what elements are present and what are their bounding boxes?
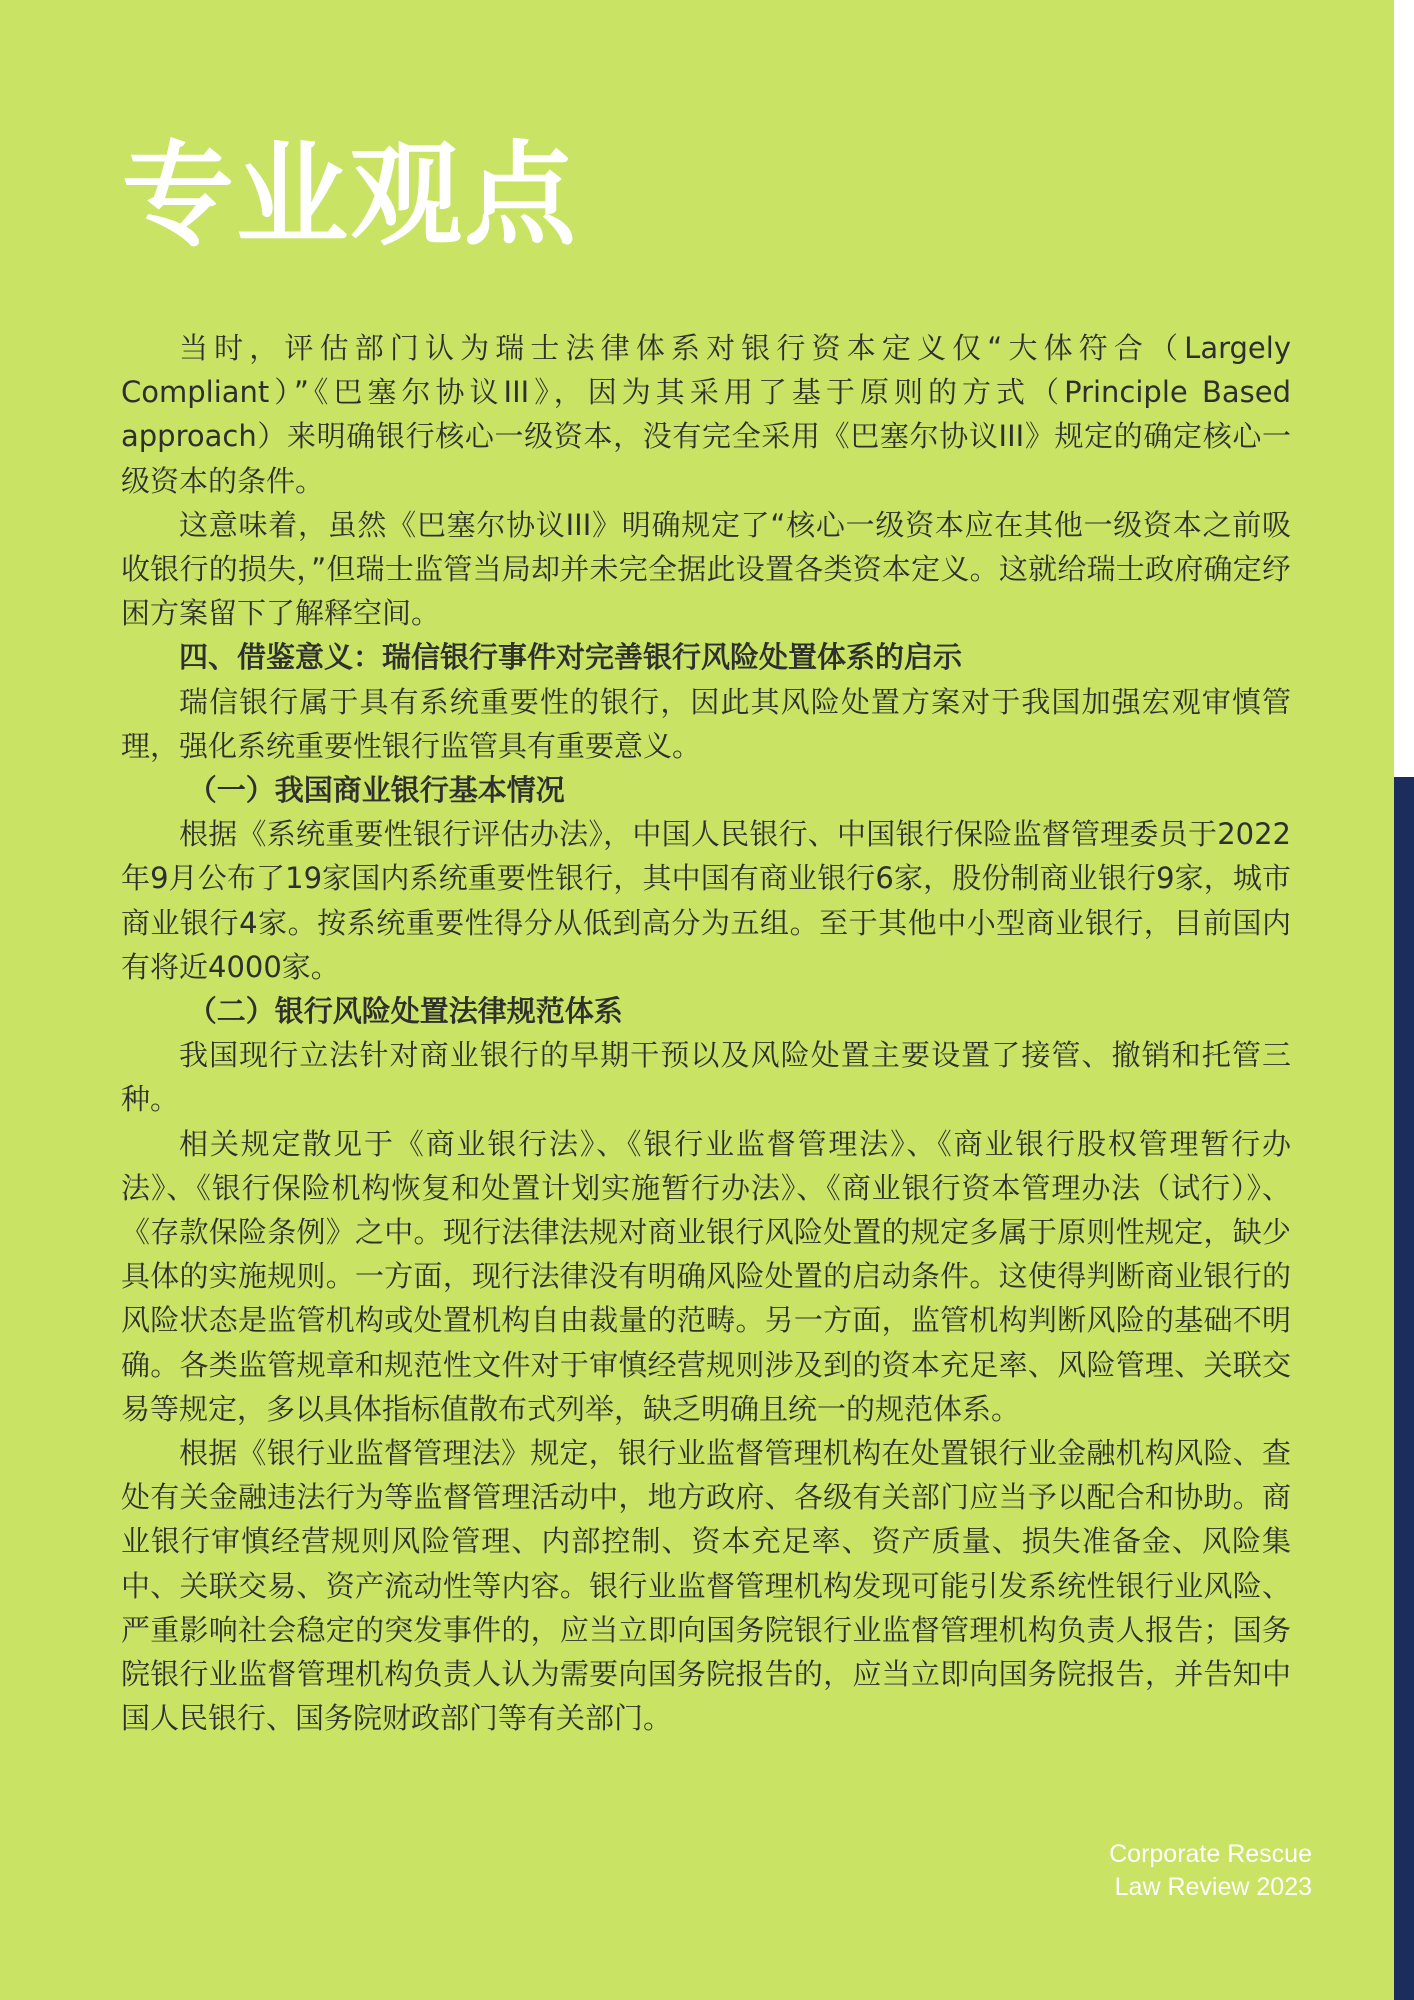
- subsection-heading: （一）我国商业银行基本情况: [187, 773, 565, 808]
- paragraph: 我国现行立法针对商业银行的早期干预以及风险处置主要设置了接管、撤销和托管三种。: [121, 1038, 1291, 1117]
- publication-footer: [1109, 1838, 1312, 1904]
- paragraph: 瑞信银行属于具有系统重要性的银行，因此其风险处置方案对于我国加强宏观审慎管理，强化系统重要性银行监管具有重要意义。: [121, 684, 1291, 763]
- subsection-heading: （二）银行风险处置法律规范体系: [187, 994, 623, 1029]
- page-title: 专业观点: [122, 131, 578, 261]
- paragraph: 根据《系统重要性银行评估办法》，中国人民银行、中国银行保险监督管理委员于2022年9月公布了19家国内系统重要性银行，其中国有商业银行6家，股份制商业银行9家，城市商业银行4家。按系统重要性得分从低到高分为五组。至于其他中小型商业银行，目前国内有将近4000家。: [121, 817, 1291, 984]
- paragraph: 这意味着，虽然《巴塞尔协议III》明确规定了“核心一级资本应在其他一级资本之前吸收银行的损失，”但瑞士监管当局却并未完全据此设置各类资本定义。这就给瑞士政府确定纾困方案留下了解释空间。: [121, 507, 1291, 631]
- footer-line-year: Law Review 2023: [1114, 1873, 1312, 1901]
- paragraph: 根据《银行业监督管理法》规定，银行业监督管理机构在处置银行业金融机构风险、查处有关金融违法行为等监督管理活动中，地方政府、各级有关部门应当予以配合和协助。商业银行审慎经营规则风险管理、内部控制、资本充足率、资产质量、损失准备金、风险集中、关联交易、资产流动性等内容。银行业监督管理机构发现可能引发系统性银行业风险、严重影响社会稳定的突发事件的，应当立即向国务院银行业监督管理机构负责人报告；国务院银行业监督管理机构负责人认为需要向国务院报告的，应当立即向国务院报告，并告知中国人民银行、国务院财政部门等有关部门。: [121, 1436, 1291, 1736]
- article-body: [121, 326, 1291, 1741]
- paragraph: 相关规定散见于《商业银行法》、《银行业监督管理法》、《商业银行股权管理暂行办法》、《银行保险机构恢复和处置计划实施暂行办法》、《商业银行资本管理办法（试行）》、《存款保险条例》之中。现行法律法规对商业银行风险处置的规定多属于原则性规定，缺少具体的实施规则。一方面，现行法律没有明确风险处置的启动条件。这使得判断商业银行的风险状态是监管机构或处置机构自由裁量的范畴。另一方面，监管机构判断风险的基础不明确。各类监管规章和规范性文件对于审慎经营规则涉及到的资本充足率、风险管理、关联交易等规定，多以具体指标值散布式列举，缺乏明确且统一的规范体系。: [121, 1126, 1291, 1426]
- footer-line-publication: Corporate Rescue: [1109, 1840, 1312, 1868]
- right-edge-strip-navy: [1394, 777, 1414, 2000]
- paragraph: 当时，评估部门认为瑞士法律体系对银行资本定义仅“大体符合（Largely Compliant）”《巴塞尔协议III》，因为其采用了基于原则的方式（Principle Based approach）来明确银行核心一级资本，没有完全采用《巴塞尔协议III》规定的确定核心一级资本的条件。: [121, 331, 1291, 498]
- section-heading: 四、借鉴意义：瑞信银行事件对完善银行风险处置体系的启示: [179, 640, 963, 675]
- right-edge-strip-white: [1394, 0, 1414, 777]
